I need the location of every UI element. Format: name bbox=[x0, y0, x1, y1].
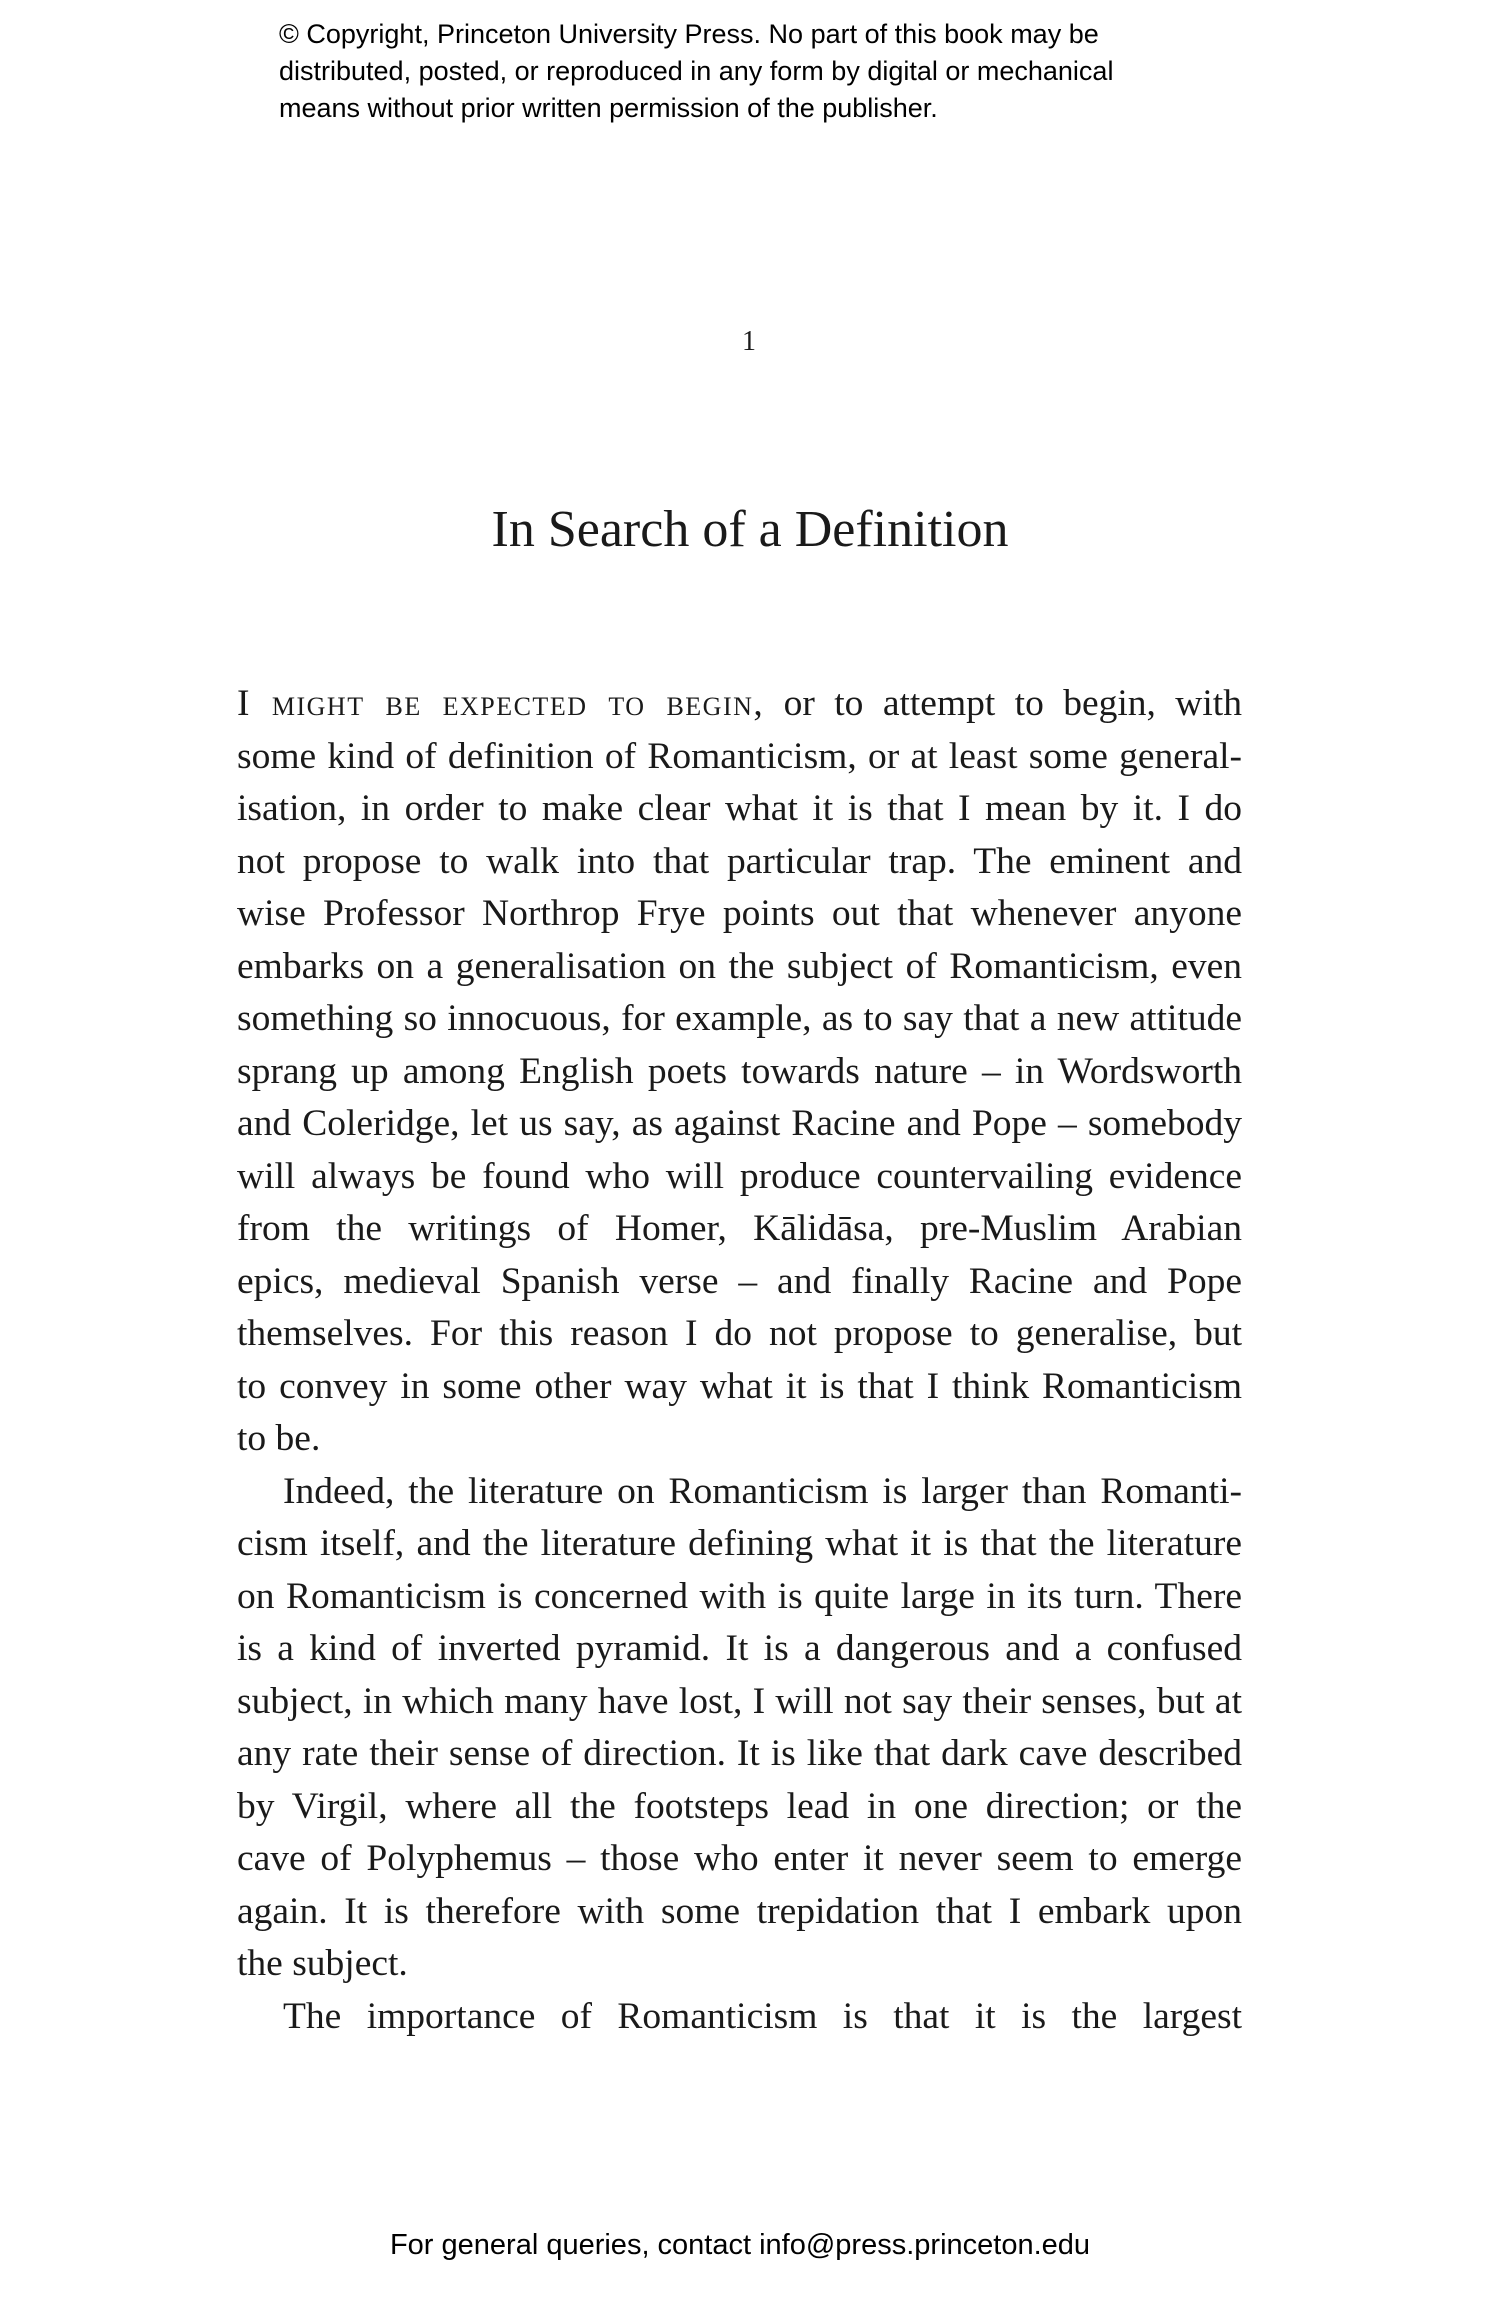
copyright-line: © Copyright, Princeton University Press. No part of this book may be bbox=[279, 19, 1099, 49]
text-line: wise Professor Northrop Frye points out that whenever anyone bbox=[237, 893, 1242, 934]
opening-smallcaps: I might be expected to begin, bbox=[237, 683, 765, 724]
text-line: on Romanticism is concerned with is quite large in its turn. There bbox=[237, 1575, 1242, 1617]
text-line: not propose to walk into that particular trap. The eminent and bbox=[237, 840, 1242, 882]
text-line: The importance of Romanticism is that it is the largest bbox=[283, 1995, 1242, 2037]
text-line: Indeed, the literature on Romanticism is larger than Romanti- bbox=[283, 1470, 1242, 1512]
footer-contact: For general queries, contact info@press.princeton.edu bbox=[389, 2229, 1091, 2261]
chapter-title: In Search of a Definition bbox=[491, 500, 1009, 558]
paragraph-3 bbox=[237, 1991, 1242, 2044]
text-line: and Coleridge, let us say, as against Racine and Pope – somebody bbox=[237, 1103, 1242, 1144]
text-line: again. It is therefore with some trepidation that I embark upon bbox=[237, 1890, 1242, 1932]
text-line-rest: or to attempt to begin, with bbox=[764, 683, 1242, 724]
paragraph-2 bbox=[237, 1466, 1242, 1991]
paragraph-1 bbox=[237, 678, 1242, 1466]
text-line: sprang up among English poets towards nature – in Wordsworth bbox=[237, 1050, 1242, 1092]
text-line: any rate their sense of direction. It is like that dark cave described bbox=[237, 1733, 1242, 1774]
text-line: some kind of definition of Romanticism, or at least some general- bbox=[237, 735, 1242, 777]
text-line: to convey in some other way what it is that I think Romanticism bbox=[237, 1365, 1242, 1407]
text-line: is a kind of inverted pyramid. It is a dangerous and a confused bbox=[237, 1628, 1242, 1669]
copyright-line: distributed, posted, or reproduced in any form by digital or mechanical bbox=[279, 56, 1114, 86]
chapter-number: 1 bbox=[742, 326, 758, 357]
text-line bbox=[237, 678, 1242, 731]
text-line: epics, medieval Spanish verse – and finally Racine and Pope bbox=[237, 1260, 1242, 1302]
text-line: themselves. For this reason I do not propose to generalise, but bbox=[237, 1313, 1242, 1354]
text-line: to be. bbox=[237, 1418, 321, 1459]
text-line: embarks on a generalisation on the subject of Romanticism, even bbox=[237, 945, 1242, 987]
text-line: by Virgil, where all the footsteps lead in one direction; or the bbox=[237, 1785, 1242, 1827]
text-line: isation, in order to make clear what it is that I mean by it. I do bbox=[237, 788, 1242, 829]
text-line: cism itself, and the literature defining what it is that the literature bbox=[237, 1523, 1242, 1564]
text-line: will always be found who will produce countervailing evidence bbox=[237, 1155, 1242, 1197]
text-line: subject, in which many have lost, I will not say their senses, but at bbox=[237, 1680, 1242, 1722]
text-line: the subject. bbox=[237, 1943, 408, 1984]
text-line: from the writings of Homer, Kālidāsa, pre-Muslim Arabian bbox=[237, 1208, 1242, 1249]
copyright-notice bbox=[279, 16, 1279, 127]
body-text bbox=[237, 678, 1242, 2043]
copyright-line: means without prior written permission of the publisher. bbox=[279, 93, 938, 123]
text-line: something so innocuous, for example, as to say that a new attitude bbox=[237, 998, 1242, 1039]
text-line: cave of Polyphemus – those who enter it never seem to emerge bbox=[237, 1838, 1242, 1879]
